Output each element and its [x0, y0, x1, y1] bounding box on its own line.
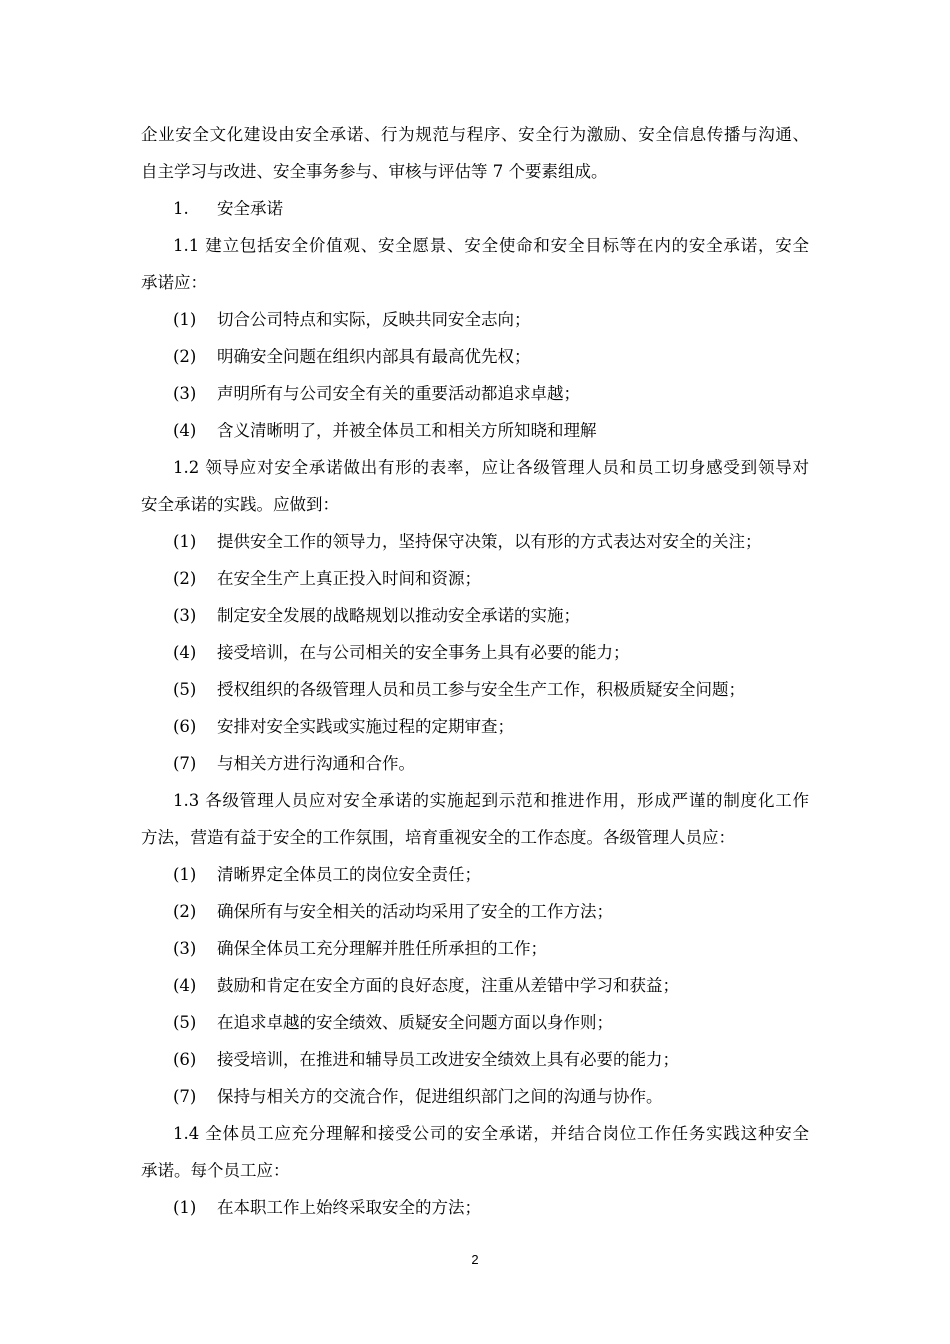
- list-item-number: (1): [173, 310, 197, 329]
- clause-1-3-line-1: 1.3 各级管理人员应对安全承诺的实施起到示范和推进作用，形成严谨的制度化工作: [173, 791, 809, 810]
- clause-1-4-line-2: 承诺。每个员工应：: [141, 1161, 290, 1180]
- list-item: [141, 671, 809, 708]
- list-item-text: 在安全生产上真正投入时间和资源；: [217, 569, 481, 588]
- list-item: [141, 634, 809, 671]
- list-item-number: (4): [173, 421, 197, 440]
- list-item: [141, 1004, 809, 1041]
- document-body: [141, 116, 809, 1226]
- section-heading-text: 安全承诺: [217, 199, 283, 218]
- list-item-number: (1): [173, 1198, 197, 1217]
- list-item: [141, 597, 809, 634]
- list-item-text: 安排对安全实践或实施过程的定期审查；: [217, 717, 514, 736]
- list-item-text: 制定安全发展的战略规划以推动安全承诺的实施；: [217, 606, 580, 625]
- list-item-text: 接受培训，在推进和辅导员工改进安全绩效上具有必要的能力；: [217, 1050, 679, 1069]
- list-item-number: (6): [173, 1050, 197, 1069]
- list-item-text: 在追求卓越的安全绩效、质疑安全问题方面以身作则；: [217, 1013, 613, 1032]
- list-item: [141, 1189, 809, 1226]
- list-item: [141, 338, 809, 375]
- list-item-number: (3): [173, 384, 197, 403]
- list-item-text: 清晰界定全体员工的岗位安全责任；: [217, 865, 481, 884]
- list-item-number: (1): [173, 865, 197, 884]
- clause-1-2-line-2: 安全承诺的实践。应做到：: [141, 495, 339, 514]
- clause-1-2-line-1: 1.2 领导应对安全承诺做出有形的表率，应让各级管理人员和员工切身感受到领导对: [173, 458, 809, 477]
- list-item: [141, 856, 809, 893]
- list-item-number: (4): [173, 643, 197, 662]
- list-item: [141, 375, 809, 412]
- list-item-text: 明确安全问题在组织内部具有最高优先权；: [217, 347, 531, 366]
- section-heading: [141, 190, 809, 227]
- list-item-number: (4): [173, 976, 197, 995]
- list-item-text: 声明所有与公司安全有关的重要活动都追求卓越；: [217, 384, 580, 403]
- list-item-number: (3): [173, 939, 197, 958]
- list-item: [141, 301, 809, 338]
- page-number: 2: [471, 1252, 479, 1267]
- clause-1-1-line-1: 1.1 建立包括安全价值观、安全愿景、安全使命和安全目标等在内的安全承诺，安全: [173, 236, 809, 255]
- section-heading-number: 1.: [173, 199, 189, 218]
- list-item-text: 确保全体员工充分理解并胜任所承担的工作；: [217, 939, 547, 958]
- list-item-number: (5): [173, 680, 197, 699]
- clause-1-3-line-2: 方法，营造有益于安全的工作氛围，培育重视安全的工作态度。各级管理人员应：: [141, 828, 735, 847]
- list-item-text: 切合公司特点和实际，反映共同安全志向；: [217, 310, 531, 329]
- list-item-number: (7): [173, 1087, 197, 1106]
- clause-1-4-line-1: 1.4 全体员工应充分理解和接受公司的安全承诺，并结合岗位工作任务实践这种安全: [173, 1124, 809, 1143]
- list-item: [141, 745, 809, 782]
- list-item: [141, 930, 809, 967]
- list-item-number: (2): [173, 569, 197, 588]
- list-item-text: 含义清晰明了，并被全体员工和相关方所知晓和理解: [217, 421, 597, 440]
- list-item: [141, 1041, 809, 1078]
- list-item-number: (2): [173, 902, 197, 921]
- intro-line-2: 自主学习与改进、安全事务参与、审核与评估等 7 个要素组成。: [141, 162, 608, 181]
- list-item-number: (7): [173, 754, 197, 773]
- list-item: [141, 412, 809, 449]
- list-item-text: 与相关方进行沟通和合作。: [217, 754, 415, 773]
- list-item: [141, 1078, 809, 1115]
- list-item-number: (1): [173, 532, 197, 551]
- list-item-text: 提供安全工作的领导力，坚持保守决策，以有形的方式表达对安全的关注；: [217, 532, 762, 551]
- list-item: [141, 560, 809, 597]
- list-item-number: (3): [173, 606, 197, 625]
- clause-1-1-line-2: 承诺应：: [141, 273, 207, 292]
- list-item-number: (6): [173, 717, 197, 736]
- list-item: [141, 893, 809, 930]
- list-item-text: 授权组织的各级管理人员和员工参与安全生产工作，积极质疑安全问题；: [217, 680, 745, 699]
- intro-line-1: 企业安全文化建设由安全承诺、行为规范与程序、安全行为激励、安全信息传播与沟通、: [141, 125, 809, 144]
- list-item: [141, 708, 809, 745]
- list-item: [141, 967, 809, 1004]
- list-item-text: 在本职工作上始终采取安全的方法；: [217, 1198, 481, 1217]
- list-item: [141, 523, 809, 560]
- list-item-number: (5): [173, 1013, 197, 1032]
- list-item-text: 接受培训，在与公司相关的安全事务上具有必要的能力；: [217, 643, 630, 662]
- list-item-text: 鼓励和肯定在安全方面的良好态度，注重从差错中学习和获益；: [217, 976, 679, 995]
- list-item-text: 确保所有与安全相关的活动均采用了安全的工作方法；: [217, 902, 613, 921]
- list-item-number: (2): [173, 347, 197, 366]
- list-item-text: 保持与相关方的交流合作，促进组织部门之间的沟通与协作。: [217, 1087, 663, 1106]
